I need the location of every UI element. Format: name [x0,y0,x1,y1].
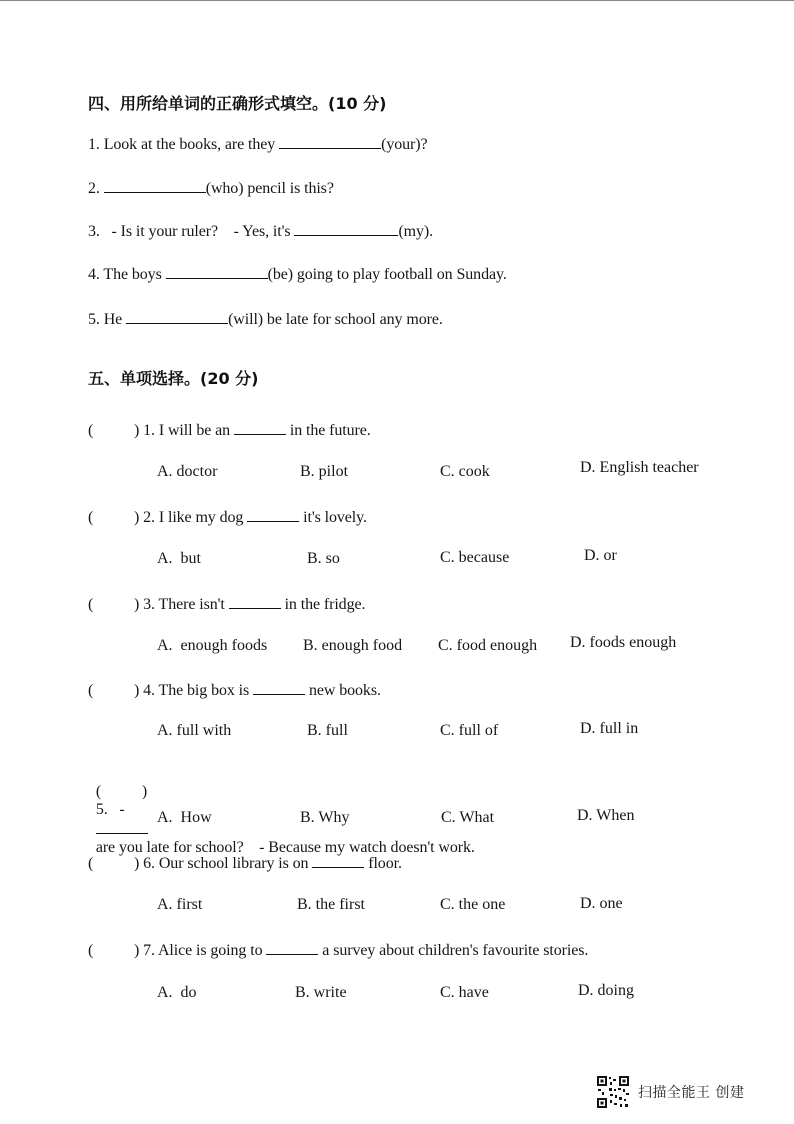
option-a[interactable]: A. do [157,984,197,1001]
answer-paren-close: ) [134,596,140,613]
answer-paren-close: ) [141,783,148,800]
fill-item-2 [88,178,334,198]
fill-item-hint: (who) pencil is this? [205,180,334,197]
option-b[interactable]: B. the first [297,896,365,913]
qr-code-icon [596,1075,630,1109]
option-b[interactable]: B. enough food [303,637,403,654]
fill-item-hint: (will) be late for school any more. [228,311,443,328]
page-top-border [0,0,794,9]
answer-blank[interactable] [294,221,398,236]
answer-blank [229,594,281,609]
question-text-end: in the future. [289,422,371,439]
answer-paren-open[interactable]: ( [88,942,94,959]
fill-item-3 [88,221,433,241]
fill-item-5 [88,309,443,329]
option-a[interactable]: A. first [157,896,203,913]
answer-paren-close: ) [134,509,140,526]
question-text-end: new books. [308,682,381,699]
option-c[interactable]: C. because [440,549,510,566]
question-text: 1. I will be an [143,422,231,439]
option-c[interactable]: C. cook [440,463,490,480]
answer-blank[interactable] [104,178,206,193]
fill-item-text: 2. [88,180,100,197]
option-b[interactable]: B. write [295,984,347,1001]
answer-blank [253,680,305,695]
mc-question-6 [88,853,402,873]
question-text-end: in the fridge. [284,596,366,613]
option-a[interactable]: A. doctor [157,463,218,480]
answer-paren-open[interactable]: ( [95,783,102,800]
option-d[interactable]: D. one [580,895,623,912]
answer-paren-open[interactable]: ( [88,855,94,872]
fill-item-4 [88,264,507,284]
answer-paren-open[interactable]: ( [88,422,94,439]
mc-question-1 [88,420,371,440]
mc-question-3 [88,594,365,614]
answer-blank [234,420,286,435]
fill-item-text: 4. The boys [88,266,162,283]
option-a[interactable]: A. How [157,809,212,826]
option-d[interactable]: D. foods enough [570,634,677,651]
question-text: 6. Our school library is on [143,855,309,872]
option-c[interactable]: C. What [441,809,495,826]
option-b[interactable]: B. pilot [300,463,349,480]
answer-paren-close: ) [134,942,140,959]
answer-paren-open[interactable]: ( [88,682,94,699]
mc-question-4 [88,680,381,700]
question-text-end: it's lovely. [303,509,367,526]
watermark-text: 扫描全能王 创建 [638,1085,745,1101]
question-text: 7. Alice is going to [143,942,263,959]
fill-item-text: 1. Look at the books, are they [88,136,276,153]
answer-paren-close: ) [134,855,140,872]
fill-item-text: 5. He [88,311,123,328]
option-b[interactable]: B. full [307,722,348,739]
mc-question-2 [88,507,367,527]
question-text-end: are you late for school? - Because my watch doesn't work. [95,839,475,856]
option-d[interactable]: D. English teacher [580,459,699,476]
answer-paren-close: ) [134,422,140,439]
question-text: 2. I like my dog [143,509,244,526]
option-a[interactable]: A. but [157,550,201,567]
question-text: 3. There isn't [143,596,225,613]
fill-item-1 [88,134,427,154]
question-text-end: floor. [368,855,402,872]
option-a[interactable]: A. enough foods [157,637,268,654]
answer-blank [266,940,318,955]
question-text: 4. The big box is [143,682,250,699]
option-d[interactable]: D. or [584,547,617,564]
answer-blank[interactable] [279,134,381,149]
scanner-watermark [596,1074,744,1110]
section-4-title: 四、用所给单词的正确形式填空。(10 分) [88,94,387,113]
option-c[interactable]: C. have [440,984,489,1001]
fill-item-hint: (my). [398,223,434,240]
answer-blank[interactable] [126,309,228,324]
section-5-title: 五、单项选择。(20 分) [88,369,259,388]
option-b[interactable]: B. Why [300,809,350,826]
answer-paren-open[interactable]: ( [88,596,94,613]
fill-item-hint: (be) going to play football on Sunday. [267,266,507,283]
mc-question-5 [88,765,475,857]
option-c[interactable]: C. full of [440,722,499,739]
question-text: 5. - [95,801,125,818]
option-b[interactable]: B. so [307,550,340,567]
answer-paren-close: ) [134,682,140,699]
question-text-end: a survey about children's favourite stories. [322,942,589,959]
fill-item-hint: (your)? [381,136,428,153]
option-c[interactable]: C. the one [440,896,506,913]
option-a[interactable]: A. full with [157,722,232,739]
option-d[interactable]: D. When [577,807,635,824]
option-d[interactable]: D. doing [578,982,634,999]
mc-question-7 [88,940,588,960]
option-c[interactable]: C. food enough [438,637,538,654]
fill-item-text: 3. - Is it your ruler? - Yes, it's [88,223,291,240]
answer-blank [96,819,148,834]
answer-blank [247,507,299,522]
answer-blank[interactable] [166,264,268,279]
option-d[interactable]: D. full in [580,720,639,737]
answer-blank [312,853,364,868]
answer-paren-open[interactable]: ( [88,509,94,526]
